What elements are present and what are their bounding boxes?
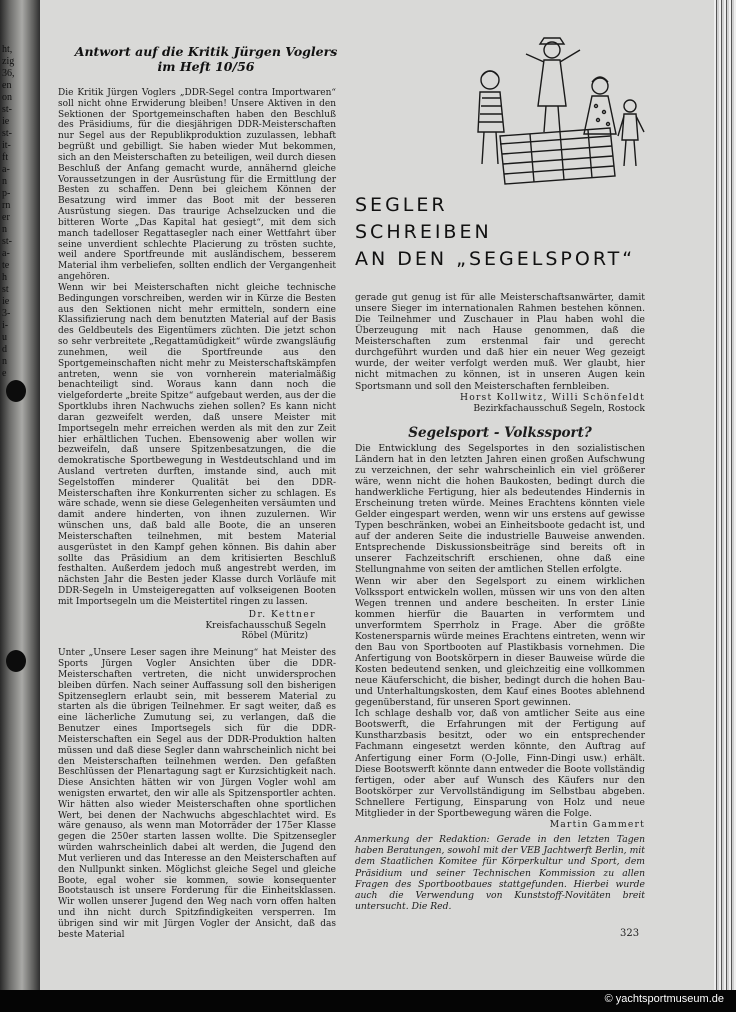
article-subtitle: Segelsport - Volkssport?	[408, 424, 592, 441]
authors-signature: Horst Kollwitz, Willi Schönfeldt	[460, 391, 645, 403]
signature-city: Röbel (Müritz)	[241, 631, 308, 642]
margin-fragment: ie	[2, 296, 10, 307]
paragraph: gerade gut genug ist für alle Meisterschaftsanwärter, damit unsere Sieger im internationalen Rahmen bestehen können. Die Teilnehmer und Zuschauer in Plau haben wohl die Überzeugung mit nach Hause genommen, daß die Meisterschaften zum erstenmal fair und gerecht durchgeführt wurden und daß hier ein neuer Weg gezeigt wurde, der weiter verfolgt werden muß. Wer glaubt, hier nicht mitmachen zu können, ist in unseren Augen kein Sportsmann und soll den Meisterschaften fernbleiben.	[355, 292, 645, 392]
margin-fragment: on	[2, 92, 12, 103]
sailors-illustration	[460, 36, 656, 192]
paragraph: Wenn wir aber den Segelsport zu einem wirklichen Volkssport entwickeln wollen, müssen wir uns von den alten Wegen trennen und andere bescheiten. In erster Linie kommen hierfür die Bauarten in verformtem und unverformtem Sperrholz in Frage. Aber die größte Kostenersparnis würde meines Erachtens eintreten, wenn wir den Bau von Sportbooten auf Plastikbasis vornehmen. Die Anfertigung von Bootskörpern in dieser Bauweise würde die Kosten bedeutend senken, und gleichzeitig eine vollkommen neue Käuferschicht, die bisher, bedingt durch die hohen Bau- und Unterhaltungskosten, dem Kauf eines Bootes ablehnend gegenüberstand, für unseren Sport gewinnen.	[355, 575, 645, 709]
author-signature: Martin Gammert	[549, 818, 645, 830]
margin-fragment: n	[2, 356, 7, 367]
paragraph: Ich schlage deshalb vor, daß von amtlicher Seite aus eine Bootswerft, die Erfahrungen mit der Fertigung auf Kunstharzbasis besitzt, oder wo ein entsprechender Fachmann eingesetzt werden könnte, den Auftrag auf Anfertigung einer Form (O-Jolle, Finn-Dingi usw.) erhält. Diese Bootswerft könnte dann entweder die Boote vollständig fertigen, oder aber auf Wunsch des Käufers nur den Bootskörper zur Vervollständigung im Selbstbau abgeben. Schnellere Fertigung, Einsparung von Holz und neue Mitglieder in der Sportbewegung wären die Folge.	[355, 708, 645, 819]
article-title: Antwort auf die Kritik Jürgen Voglers im Heft 10/56	[74, 44, 338, 74]
margin-fragment: p-	[2, 188, 11, 199]
headline-line: AN DEN „SEGELSPORT“	[355, 248, 636, 270]
margin-fragment: te	[2, 260, 10, 271]
margin-fragment: ht,	[2, 44, 13, 55]
paragraph: Die Kritik Jürgen Voglers „DDR-Segel contra Importwaren“ soll nicht ohne Erwiderung bleiben! Unsere Aktiven in den Sektionen der Sportgemeinschaften haben den Beschluß des Präsidiums, für die diesjährigen DDR-Meisterschaften nur Segel aus der Republikproduktion zuzulassen, lebhaft begrüßt und gebilligt. Sie haben wieder Mut bekommen, sich an den Meisterschaften zu beteiligen, weil durch diesen Beschluß der Anfang gemacht wurde, annähernd gleiche Voraussetzungen in der Ausrüstung für die Ermittlung der Besten zu schaffen. Denn bei gleichem Können der Besatzung wird immer das Boot mit der besseren Ausrüstung siegen. Das traurige Achselzucken und die bitteren Worte „Das Kapital hat gesiegt“, mit dem sich manch tadelloser Regattasegler nach einer Wettfahrt über seine unverdient schlechte Placierung zu trösten suchte, weil andere Sportfreunde mit ausländischem, besserem Material ihm verbeliefen, sollten endlich der Vergangenheit angehören.	[58, 88, 336, 283]
signature-org: Kreisfachausschuß Segeln	[205, 620, 326, 631]
page-number: 323	[620, 928, 640, 939]
paragraph: Wenn wir bei Meisterschaften nicht gleiche technische Bedingungen vorschreiben, werden wir in Kürze die Besten aus den Sektionen nicht mehr ermitteln, sondern eine Klassifizierung nach dem benutzten Material auf der Basis des Geldbeutels des Eigentümers züchten. Die jetzt schon so sehr verbreitete „Regattamüdigkeit“ würde zwangsläufig zunehmen, weil die Sportfreunde aus den Sportgemeinschaften nicht mehr zu Meisterschaftskämpfen antreten, wenn sie von vornherein materialmäßig benachteiligt sind. Woraus kann dann noch die vielgeforderte „breite Spitze“ aufgebaut werden, aus der die Sportklubs ihren Nachwuchs ziehen sollen? Es kann nicht daran gezweifelt werden, daß unsere Meister mit Importsegeln mehr erreichen werden als mit den zur Zeit hier erhältlichen Tuchen. Ebensowenig aber wollen wir bezweifeln, daß unsere Spitzenbesatzungen, die die demokratische Sportbewegung in Westdeutschland und im Ausland vertreten durften, imstande sind, auch mit Segelstoffen minderer Qualität bei den DDR-Meisterschaften ihre Konkurrenten sicher zu schlagen. Es wäre schade, wenn sie diese Gelegenheiten versäumten und damit andere hinderten, von ihnen zuzulernen. Wir wünschen uns, daß bald alle Boote, die an unseren Meisterschaften teilnehmen, mit bestem Material ausgerüstet in den Kampf gehen können. Bis dahin aber sollte das Präsidium an dem kritisierten Beschluß festhalten. Außerdem jedoch muß angestrebt werden, im nächsten Jahr die Besten jeder Klasse durch Vorläufe mit DDR-Segeln in Umsteigeregatten auf volkseigenen Booten mit Importsegeln um die Meistertitel ringen zu lassen.	[58, 282, 336, 607]
margin-fragment: st-	[2, 236, 12, 247]
margin-fragment: st-	[2, 104, 12, 115]
paragraph: Die Entwicklung des Segelsportes in den sozialistischen Ländern hat in den letzten Jahren einen großen Aufschwung zu verzeichnen, der sehr wahrscheinlich ein viel größerer wäre, wenn nicht die hohen Baukosten, bedingt durch die handwerkliche Fertigung, hier als bedeutendes Hindernis in Erscheinung treten würde. Meines Erachtens könnten viele Gelder eingespart werden, wenn wir uns erstens auf gewisse Typen beschränken, wobei an Einheitsboote gedacht ist, und auf der anderen Seite die industrielle Bauweise anwenden. Entsprechende Diskussionsbeiträge sind bereits oft in unserer Fachzeitschrift erschienen, ohne daß eine Stellungnahme von seiten der amtlichen Stellen erfolgte.	[355, 442, 645, 576]
margin-fragment: er	[2, 212, 10, 223]
binding-hole	[6, 380, 26, 402]
margin-fragment: a-	[2, 248, 10, 259]
margin-fragment: st	[2, 284, 9, 295]
right-column	[355, 292, 645, 912]
headline-line: SCHREIBEN	[355, 221, 492, 243]
margin-fragment: e	[2, 368, 7, 379]
margin-fragment: ie	[2, 116, 10, 127]
margin-fragment: h	[2, 272, 7, 283]
paragraph: Unter „Unsere Leser sagen ihre Meinung“ hat Meister des Sports Jürgen Vogler Ansichten über die DDR-Meisterschaften vertreten, die nicht unwidersprochen bleiben dürfen. Nach seiner Auffassung soll den bisherigen Spitzenseglern erlaubt sein, mit besserem Material zu starten als die übrigen Teilnehmer. Er sagt weiter, daß es eine lächerliche Zumutung sei, zu verlangen, daß die Benutzer eines Importsegels sich für die DDR-Meisterschaften ein Segel aus der DDR-Produktion halten müssen und daß diese Segler dann wahrscheinlich nicht bei den Meisterschaften teilnehmen werden. Den gefaßten Beschlüssen der Plenartagung sagt er Kurzsichtigkeit nach. Diese Ansichten hätten wir von Jürgen Vogler wohl am wenigsten erwartet, den wir alle als Spitzensportler achten. Wir hätten also wieder Meisterschaften ohne sportlichen Wert, bei denen der Nachwuchs abgeschlachtet wird. Es wäre genauso, als wenn man Motorräder der 175er Klasse gegen die 250er starten lassen wollte. Die Spitzensegler würden wahrscheinlich dabei alt werden, die Jugend den Mut verlieren und das Interesse an den Meisterschaften auf den Nullpunkt sinken. Möglichst gleiche Segel und gleiche Boote, egal woher sie kommen, sowie konsequenter Bootstausch ist unsere Forderung für die Einheitsklassen. Wir wollen unserer Jugend den Weg nach vorn offen halten und ihn nicht durch Spitzfindigkeiten versperren. Im übrigen sind wir mit Jürgen Vogler der Ansicht, daß das beste Material	[58, 648, 336, 940]
margin-fragment: 3-	[2, 308, 11, 319]
editor-note: Anmerkung der Redaktion: Gerade in den letzten Tagen haben Beratungen, sowohl mit der VEB Jachtwerft Berlin, mit dem Staatlichen Komitee für Körperkultur und Sport, dem Präsidium und seiner Technischen Kommission zu allen Fragen des Sportbootbaues stattgefunden. Hierbei wurde auch die Verwendung von Kunststoff-Novitäten breit untersucht. Die Red.	[355, 833, 645, 913]
previous-page-edge	[0, 0, 40, 990]
left-column	[58, 88, 336, 941]
margin-fragment: i-	[2, 320, 9, 331]
section-headline	[355, 192, 635, 273]
margin-fragment: n	[2, 224, 7, 235]
margin-fragment: ft	[2, 152, 9, 163]
margin-fragment: u	[2, 332, 7, 343]
margin-fragment: d	[2, 344, 7, 355]
margin-fragment: zig	[2, 56, 15, 67]
margin-fragment: en	[2, 80, 12, 91]
margin-fragment: 36,	[2, 68, 15, 79]
signature-name: Dr. Kettner	[248, 609, 316, 620]
margin-fragment: st-	[2, 128, 12, 139]
binding-hole	[6, 650, 26, 672]
credit-text: © yachtsportmuseum.de	[604, 993, 724, 1005]
headline-line: SEGLER	[355, 194, 448, 216]
margin-fragment: a-	[2, 164, 10, 175]
margin-fragment: rn	[2, 200, 11, 211]
authors-org: Bezirkfachausschuß Segeln, Rostock	[473, 402, 645, 414]
page-stack-edge	[714, 0, 736, 990]
margin-fragment: it-	[2, 140, 11, 151]
margin-fragment: n	[2, 176, 7, 187]
